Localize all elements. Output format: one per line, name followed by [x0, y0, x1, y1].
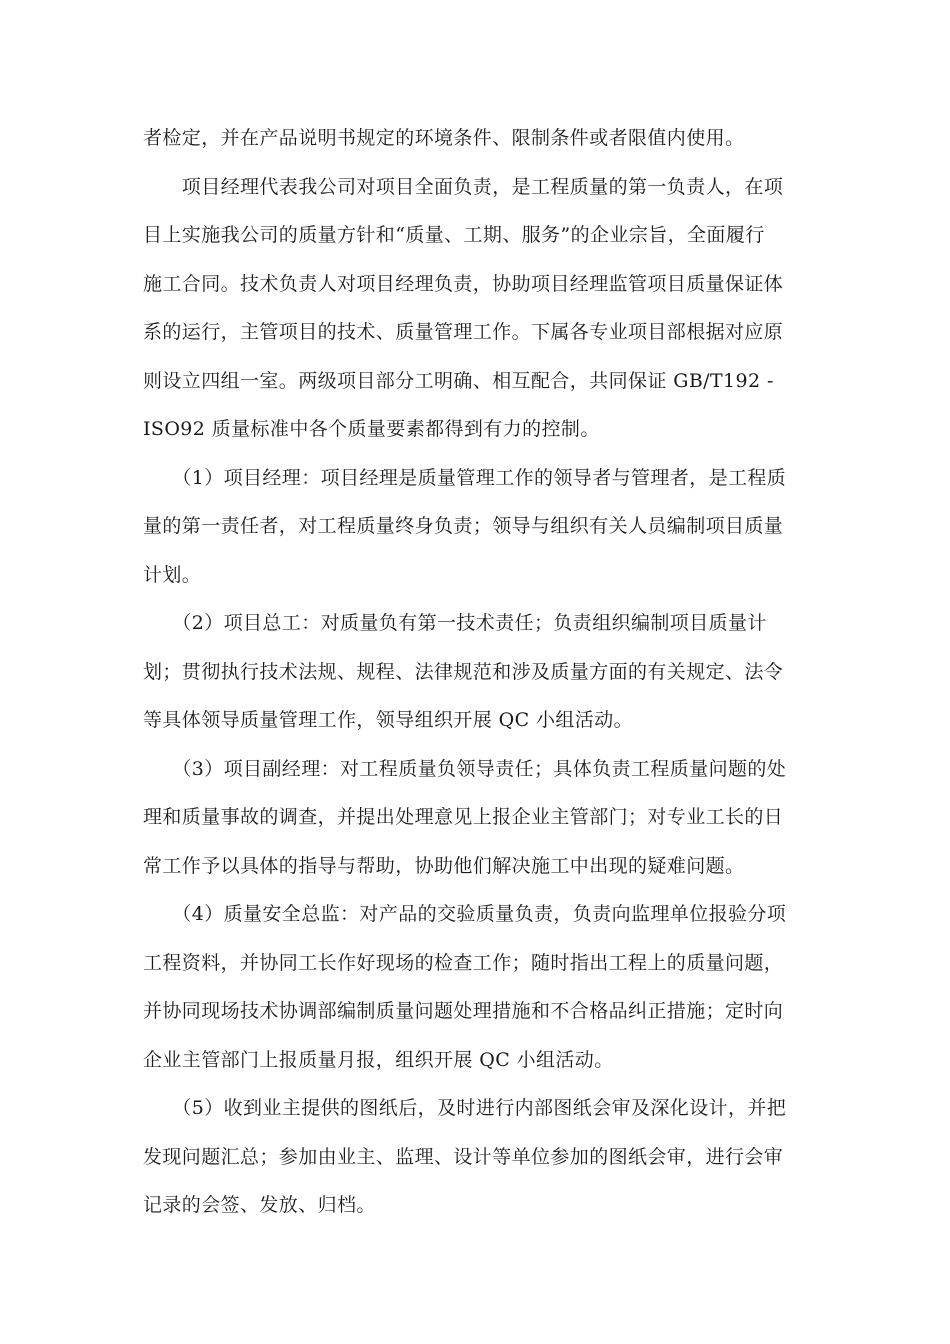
text-line: 目上实施我公司的质量方针和“质量、工期、服务”的企业宗旨，全面履行: [143, 224, 765, 246]
text-line: （5）收到业主提供的图纸后，及时进行内部图纸会审及深化设计，并把: [143, 1097, 787, 1119]
text-line: 记录的会签、发放、归档。: [143, 1194, 376, 1216]
text-line: 发现问题汇总；参加由业主、监理、设计等单位参加的图纸会审，进行会审: [143, 1145, 784, 1168]
document-body: [143, 114, 823, 1230]
text-line: 量的第一责任者，对工程质量终身负责；领导与组织有关人员编制项目质量: [143, 515, 784, 537]
text-line: 理和质量事故的调查，并提出处理意见上报企业主管部门；对专业工长的日: [143, 806, 784, 828]
text-line: 等具体领导质量管理工作，领导组织开展 QC 小组活动。: [143, 709, 633, 731]
text-line: 工程资料，并协同工长作好现场的检查工作；随时指出工程上的质量问题，: [143, 951, 784, 974]
text-line: 者检定，并在产品说明书规定的环境条件、限制条件或者限值内使用。: [143, 127, 745, 149]
text-line: （3）项目副经理：对工程质量负领导责任；具体负责工程质量问题的处: [143, 757, 787, 780]
text-line: 系的运行，主管项目的技术、质量管理工作。下属各专业项目部根据对应原: [143, 321, 784, 343]
text-line: （2）项目总工：对质量负有第一技术责任；负责组织编制项目质量计: [143, 612, 767, 634]
text-line: 常工作予以具体的指导与帮助，协助他们解决施工中出现的疑难问题。: [143, 854, 745, 877]
text-line: （1）项目经理：项目经理是质量管理工作的领导者与管理者，是工程质: [143, 466, 787, 489]
text-line: 企业主管部门上报质量月报，组织开展 QC 小组活动。: [143, 1048, 614, 1071]
text-line: 并协同现场技术协调部编制质量问题处理措施和不合格品纠正措施；定时向: [143, 1000, 784, 1022]
text-line: （4）质量安全总监：对产品的交验质量负责，负责向监理单位报验分项: [143, 903, 787, 925]
text-line: 则设立四组一室。两级项目部分工明确、相互配合，共同保证 GB/T192 -: [143, 369, 774, 392]
text-line: 项目经理代表我公司对项目全面负责，是工程质量的第一负责人，在项: [143, 175, 784, 198]
text-line: 施工合同。技术负责人对项目经理负责，协助项目经理监管项目质量保证体: [143, 272, 784, 295]
text-line: 计划。: [143, 563, 202, 586]
text-line: 划；贯彻执行技术法规、规程、法律规范和涉及质量方面的有关规定、法令: [143, 660, 784, 683]
text-line: ISO92 质量标准中各个质量要素都得到有力的控制。: [143, 418, 600, 440]
